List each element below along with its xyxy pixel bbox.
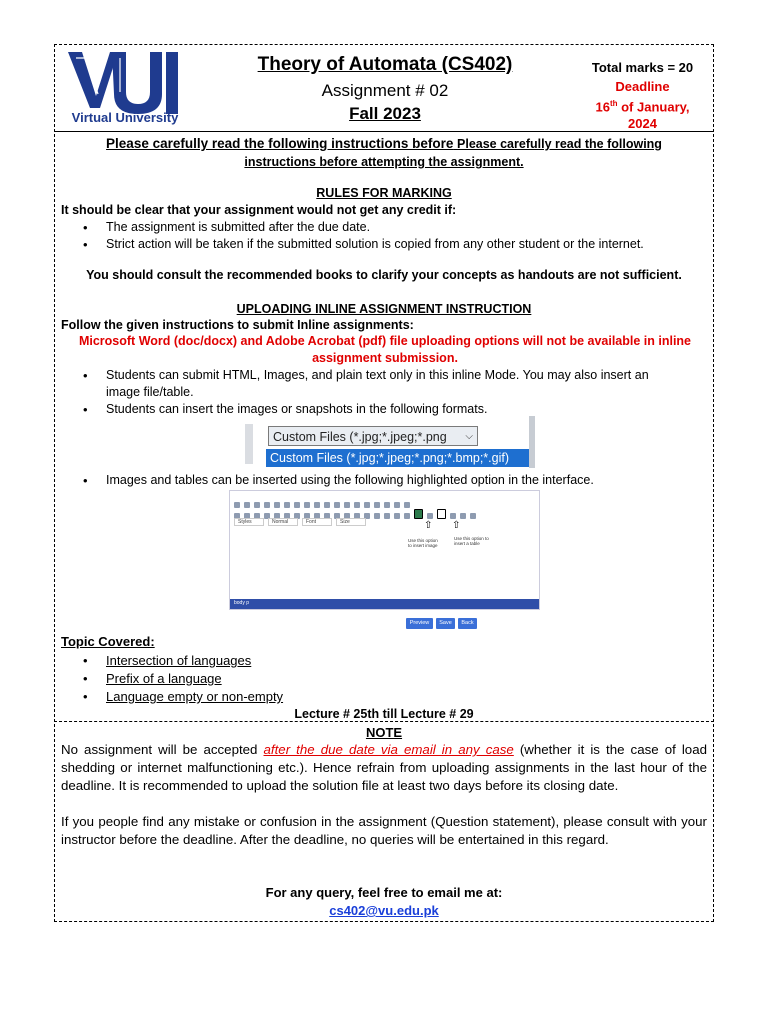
list-item: • Images and tables can be inserted using the following highlighted option in the interface. [79,472,679,489]
course-title: Theory of Automata (CS402) [257,54,513,75]
file-type-option[interactable]: Custom Files (*.jpg;*.jpeg;*.png;*.bmp;*.gif) [266,449,535,467]
editor-screenshot [229,490,540,610]
lecture-range: Lecture # 25th till Lecture # 29 [294,707,474,721]
back-button[interactable]: Back [458,618,477,629]
email-row [60,902,708,919]
insert-image-icon [414,509,423,519]
save-button[interactable]: Save [436,618,455,629]
insert-table-icon [437,509,446,519]
chevron-down-icon: ⌵ [465,431,473,442]
list-item: • The assignment is submitted after the due date. [79,219,699,236]
file-format-screenshot [245,416,535,468]
section-divider [54,721,714,722]
upload-warning: Microsoft Word (doc/docx) and Adobe Acrobat (pdf) file uploading options will not be available in inline assignment submission. [78,334,692,365]
list-item: • Strict action will be taken if the submitted solution is copied from any other student or the internet. [79,236,699,253]
hint-image: Use this option to insert image [408,538,438,548]
preview-button[interactable]: Preview [406,618,433,629]
deadline-date: 16th of January, [595,99,690,115]
rules-intro: It should be clear that your assignment would not get any credit if: [61,203,457,217]
editor-statusbar: body p [230,599,539,609]
editor-toolbar-1 [234,495,535,504]
upload-intro: Follow the given instructions to submit Inline assignments: [61,318,414,332]
rules-list [79,219,699,253]
file-type-dropdown[interactable]: Custom Files (*.jpg;*.jpeg;*.png ⌵ [268,426,478,446]
consult-note: You should consult the recommended books to clarify your concepts as handouts are not sufficient. [86,268,682,282]
hint-table: Use this option to insert a table [454,536,489,546]
deadline-label: Deadline [615,79,670,94]
arrow-up-icon: ⇧ [452,520,461,531]
instructions-heading: Please carefully read the following instructions before Please carefully read the following instructions before attempting the assignment. [106,136,662,169]
topics-title: Topic Covered: [61,634,155,649]
rules-title: RULES FOR MARKING [316,186,452,200]
deadline-year: 2024 [628,116,657,132]
assignment-number: Assignment # 02 [321,81,449,100]
total-marks: Total marks = 20 [591,60,694,75]
arrow-up-icon: ⇧ [424,520,433,531]
note-title: NOTE [365,725,403,740]
upload-list-2 [79,472,679,489]
list-item: • Language empty or non-empty [79,688,479,706]
topics-list [79,652,479,706]
list-item: • Prefix of a language [79,670,479,688]
upload-title: UPLOADING INLINE ASSIGNMENT INSTRUCTION [236,302,532,316]
email-link[interactable]: cs402@vu.edu.pk [329,903,439,918]
editor-format-row: Styles Normal Font Size [234,518,370,526]
deadline-block [580,78,705,132]
upload-list [79,367,679,418]
note-paragraph-1: No assignment will be accepted after the due date via email in any case (whether it is the case of load shedding or internet malfunctioning etc.). Hence refrain from uploading assignments in the last hour of the deadline. It is recommended to upload the solution file at least two days before its closing date. [61,742,707,793]
list-item: • Students can submit HTML, Images, and plain text only in this inline Mode. You may also insert an image file/table. [79,367,679,401]
term-label: Fall 2023 [349,104,421,123]
logo-label: Virtual University [71,110,179,125]
editor-toolbar-2 [234,506,535,515]
note-paragraph-2: If you people find any mistake or confusion in the assignment (Question statement), please consult with your instructor before the deadline. After the deadline, no queries will be entertained in this regard. [61,814,707,847]
list-item: • Students can insert the images or snapshots in the following formats. [79,401,679,418]
query-text: For any query, feel free to email me at: [265,885,503,900]
list-item: • Intersection of languages [79,652,479,670]
